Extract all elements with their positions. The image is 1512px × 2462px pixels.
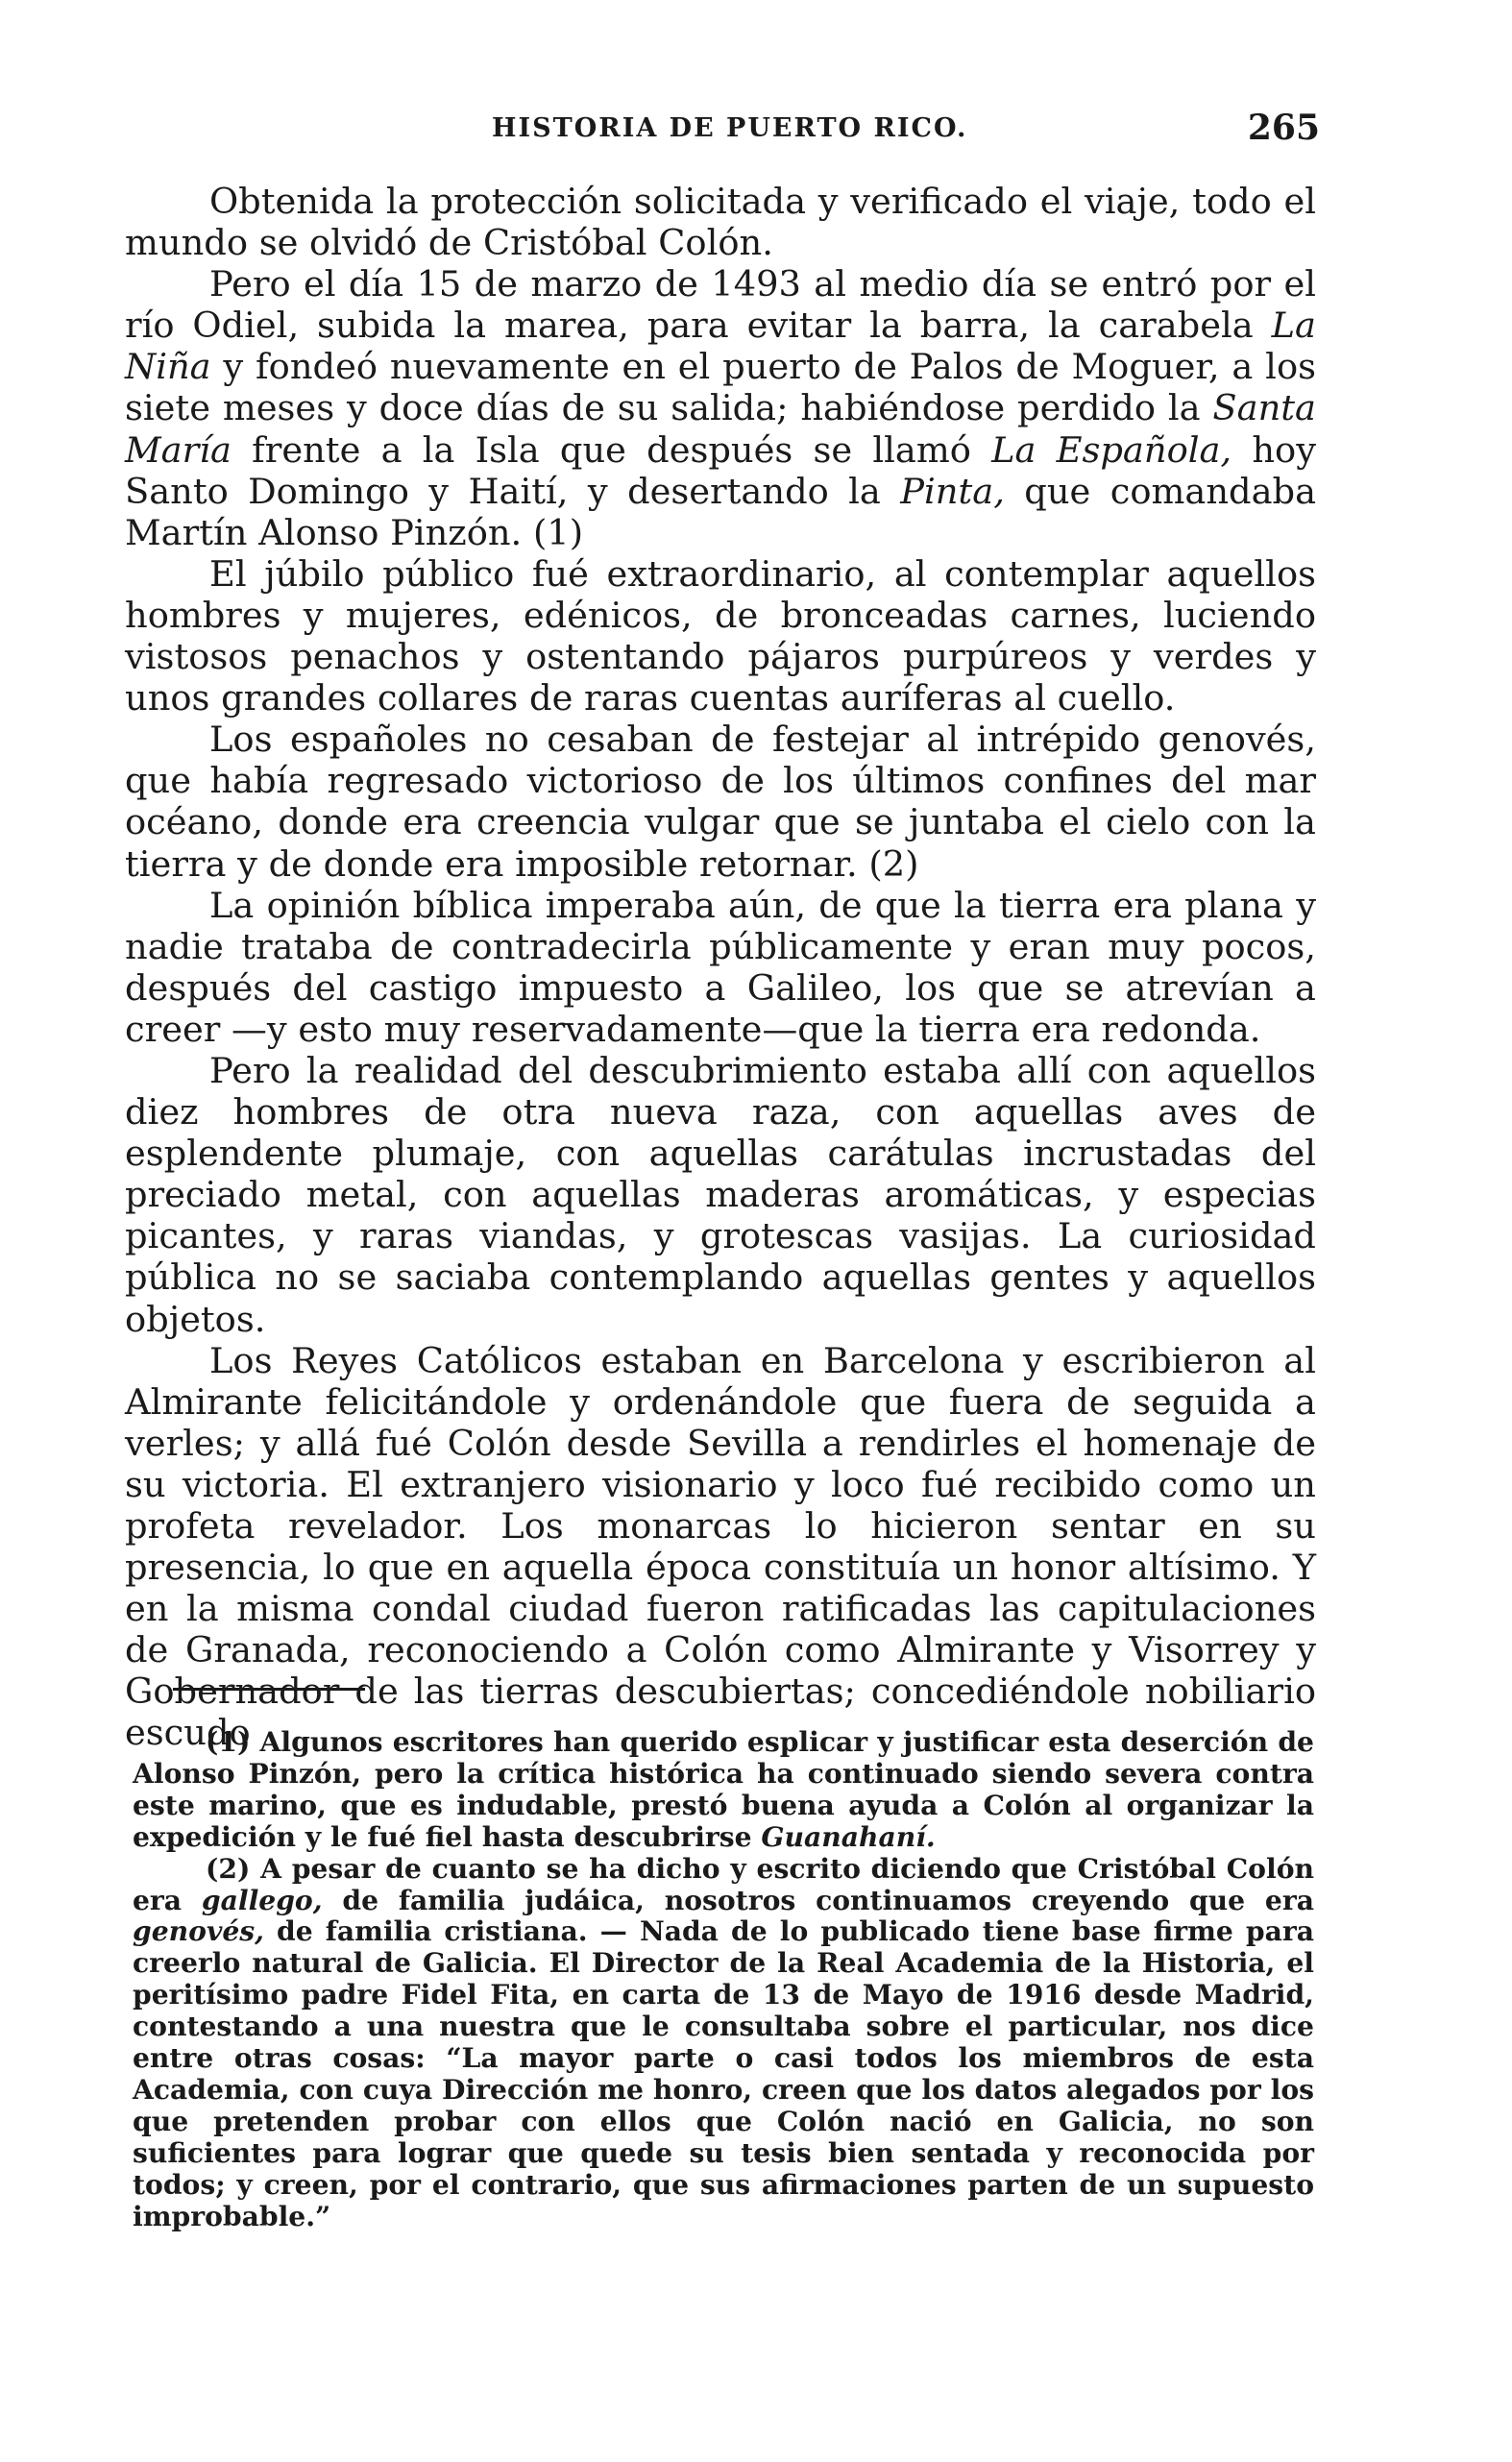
paragraph-1: Obtenida la protección solicitada y verificado el viaje, todo el mundo se olvidó de Cristóbal Colón. bbox=[125, 181, 1316, 264]
ship-name-pinta: Pinta, bbox=[900, 470, 1005, 512]
paragraph-2-text-a: Pero el día 15 de marzo de 1493 al medio día se entró por el río Odiel, subida la marea, para evitar la barra, la carabela bbox=[125, 263, 1316, 347]
footnote-1-text: (1) Algunos escritores han querido esplicar y justificar esta deserción de Alonso Pinzón, pero la crítica histórica ha continuado siendo severa contra este marino, que es indudable, prestó buena ayuda a Colón al organizar la expedición y le fué fiel hasta descubrirse bbox=[133, 1726, 1314, 1853]
paragraph-4: Los españoles no cesaban de festejar al intrépido genovés, que había regresado victorioso de los últimos confines del mar océano, donde era creencia vulgar que se juntaba el cielo con la tierra y de donde era imposible retornar. (2) bbox=[125, 719, 1316, 885]
paragraph-3: El júbilo público fué extraordinario, al contemplar aquellos hombres y mujeres, edénicos, de bronceadas carnes, luciendo vistosos penachos y ostentando pájaros purpúreos y verdes y unos grandes collares de raras cuentas auríferas al cuello. bbox=[125, 552, 1316, 719]
paragraph-2-text-c: y fondeó nuevamente en el puerto de Palos de Moguer, a los siete meses y doce días de su salida; habiéndose perdido la bbox=[125, 346, 1316, 429]
ship-name-la-nina: La Niña bbox=[125, 305, 1316, 388]
paragraph-6: Pero la realidad del descubrimiento estaba allí con aquellos diez hombres de otra nueva raza, con aquellas aves de esplendente plumaje, con aquellas carátulas incrustadas del preciado metal, con aquellas maderas aromáticas, y especias picantes, y raras viandas, y grotescas vasijas. La curiosidad pública no se saciaba contemplando aquellas gentes y aquellos objetos. bbox=[125, 1049, 1316, 1340]
paragraph-5: La opinión bíblica imperaba aún, de que la tierra era plana y nadie trataba de contradecirla públicamente y eran muy pocos, después del castigo impuesto a Galileo, los que se atrevían a creer —y esto muy reservadamente—que la tierra era redonda. bbox=[125, 884, 1316, 1050]
paragraph-2-text-e: frente a la Isla que después se llamó bbox=[231, 428, 992, 471]
main-text bbox=[125, 181, 1316, 1754]
footnote-divider bbox=[173, 1688, 365, 1691]
footnotes bbox=[133, 1727, 1314, 2233]
footnote-2-text-c: de familia judáica, nosotros continuamos creyendo que era bbox=[322, 1884, 1314, 1916]
ship-name-santa-maria: Santa María bbox=[125, 387, 1316, 471]
paragraph-2 bbox=[125, 263, 1316, 553]
footnote-2-text-e: de familia cristiana. — Nada de lo publicado tiene base firme para creerlo natural de Galicia. El Director de la Real Academia de la Historia, el peritísimo padre Fidel Fita, en carta de 13 de Mayo de 1916 desde Madrid, contestando a una nuestra que le consultaba sobre el particular, nos dice entre otras cosas: “La mayor parte o casi todos los miembros de esta Academia, con cuya Dirección me honro, creen que los datos alegados por los que pretenden probar con ellos que Colón nació en Galicia, no son suficientes para lograr que quede su tesis bien sentada y reconocida por todos; y creen, por el contrario, que sus afirmaciones parten de un supuesto improbable.” bbox=[133, 1915, 1314, 2232]
running-head: HISTORIA DE PUERTO RICO. bbox=[492, 113, 968, 143]
island-name-la-espanola: La Española, bbox=[991, 428, 1232, 471]
footnote-1 bbox=[133, 1727, 1314, 1854]
term-genoves: genovés, bbox=[133, 1915, 264, 1948]
place-name-guanahani: Guanahaní. bbox=[761, 1820, 936, 1853]
page-number: 265 bbox=[1247, 108, 1320, 148]
term-gallego: gallego, bbox=[201, 1884, 323, 1916]
paragraph-2-text-i: que comandaba Martín Alonso Pinzón. (1) bbox=[125, 470, 1317, 553]
paragraph-2-text-g: hoy Santo Domingo y Haití, y desertando la bbox=[125, 428, 1316, 512]
footnote-2-text-a: (2) A pesar de cuanto se ha dicho y escrito diciendo que Cristóbal Colón era bbox=[133, 1852, 1314, 1916]
footnote-2 bbox=[133, 1854, 1314, 2233]
paragraph-7: Los Reyes Católicos estaban en Barcelona y escribieron al Almirante felicitándole y ordenándole que fuera de seguida a verles; y allá fué Colón desde Sevilla a rendirles el homenaje de su victoria. El extranjero visionario y loco fué recibido como un profeta revelador. Los monarcas lo hicieron sentar en su presencia, lo que en aquella época constituía un honor altísimo. Y en la misma condal ciudad fueron ratificadas las capitulaciones de Granada, reconociendo a Colón como Almirante y Visorrey y Gobernador de las tierras descubiertas; concediéndole nobiliario escudo bbox=[125, 1339, 1316, 1754]
